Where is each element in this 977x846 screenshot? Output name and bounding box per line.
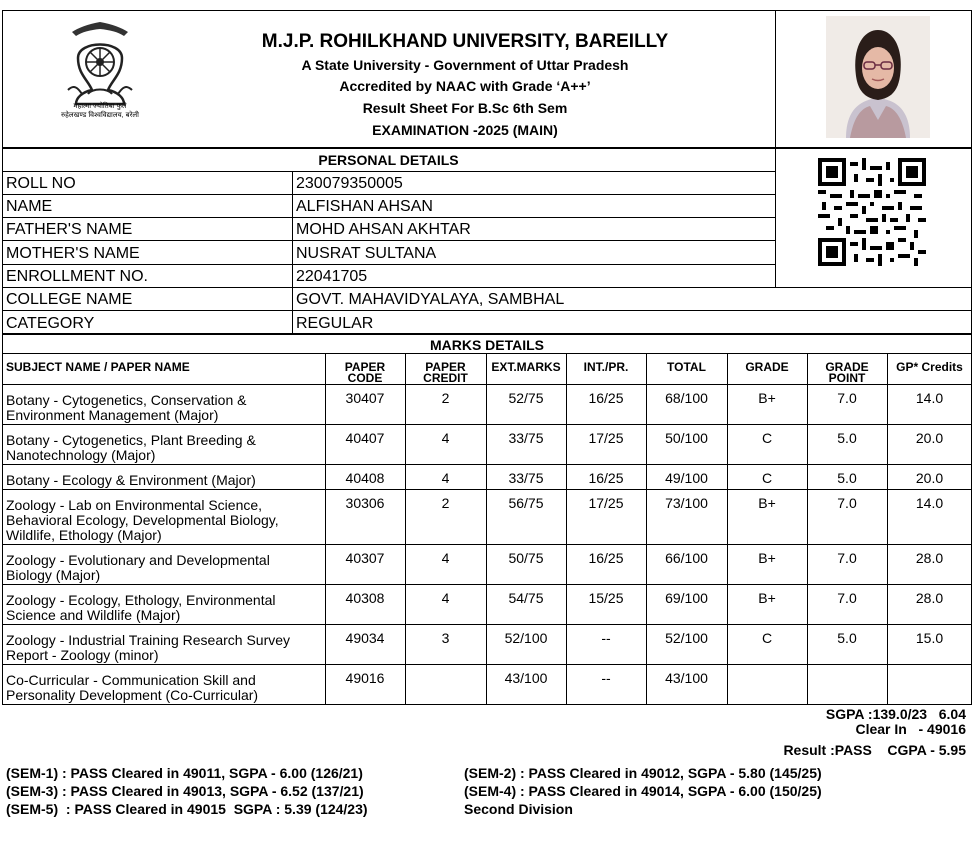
qr-divider	[775, 148, 776, 287]
int-marks: 16/25	[588, 550, 624, 566]
paper-code: 40307	[345, 550, 385, 566]
grade-point: 5.0	[837, 630, 857, 646]
col-head-subject: SUBJECT NAME / PAPER NAME	[6, 360, 190, 374]
total-marks: 43/100	[665, 670, 708, 686]
logo-text-2: रुहेलखण्ड विश्वविद्यालय, बरेली	[60, 112, 139, 119]
paper-code: 40408	[345, 470, 385, 486]
exam-title: EXAMINATION -2025 (MAIN)	[372, 122, 558, 138]
label-roll-no: ROLL NO	[6, 175, 76, 192]
label-father-name: FATHER'S NAME	[6, 221, 133, 238]
paper-credit: 4	[441, 470, 450, 486]
subject-line: Zoology - Lab on Environmental Science,	[6, 497, 263, 513]
grade: B+	[758, 550, 776, 566]
label-divider	[292, 171, 293, 334]
marks-row-line	[2, 424, 972, 425]
clear-in: Clear In - 49016	[855, 721, 966, 737]
col-head-int: INT./PR.	[583, 360, 629, 374]
subject-line: Environment Management (Major)	[6, 407, 219, 423]
marks-title-line	[2, 353, 972, 354]
int-marks: --	[601, 670, 611, 686]
value-name: ALFISHAN AHSAN	[296, 198, 433, 215]
ext-marks: 50/75	[508, 550, 544, 566]
logo-text-1: महात्मा ज्योतिबा फुले	[73, 103, 127, 110]
paper-code: 49034	[345, 630, 385, 646]
marks-row-line	[2, 584, 972, 585]
subject-line: Wildlife, Ethology (Major)	[6, 527, 162, 543]
sgpa-summary: SGPA :139.0/23 6.04	[825, 706, 966, 722]
marks-row-line	[2, 464, 972, 465]
value-roll-no: 230079350005	[296, 175, 403, 192]
value-mother-name: NUSRAT SULTANA	[296, 245, 437, 262]
row-line	[2, 264, 775, 265]
sheet-title: Result Sheet For B.Sc 6th Sem	[362, 100, 568, 116]
subject-line: Report - Zoology (minor)	[6, 647, 159, 663]
gp-credits: 14.0	[915, 495, 944, 511]
value-college: GOVT. MAHAVIDYALAYA, SAMBHAL	[296, 291, 565, 308]
value-father-name: MOHD AHSAN AKHTAR	[296, 221, 471, 238]
ext-marks: 56/75	[508, 495, 544, 511]
gp-credits: 28.0	[915, 590, 944, 606]
col-head-total: TOTAL	[667, 360, 706, 374]
accreditation: Accredited by NAAC with Grade ‘A++’	[339, 78, 591, 94]
int-marks: --	[601, 630, 611, 646]
total-marks: 50/100	[665, 430, 708, 446]
row-line	[2, 287, 775, 288]
result-cgpa: Result :PASS CGPA - 5.95	[783, 742, 966, 758]
subject-line: Biology (Major)	[6, 567, 101, 583]
grade: B+	[758, 590, 776, 606]
sem-5-result: (SEM-5) : PASS Cleared in 49015 SGPA : 5.39 (124/23)	[6, 801, 368, 817]
qr-code	[818, 158, 926, 266]
subject-line: Zoology - Industrial Training Research Survey	[6, 632, 291, 648]
gp-credits: 28.0	[915, 550, 944, 566]
paper-code: 30306	[345, 495, 385, 511]
marks-header-line	[2, 384, 972, 385]
grade: C	[761, 430, 773, 446]
ext-marks: 52/100	[504, 630, 548, 646]
paper-credit: 4	[441, 590, 450, 606]
col-head-code-2: CODE	[347, 371, 383, 385]
sem-1-result: (SEM-1) : PASS Cleared in 49011, SGPA - 6.00 (126/21)	[6, 765, 363, 781]
ext-marks: 43/100	[504, 670, 548, 686]
col-head-code-1: PAPER	[344, 360, 386, 374]
total-marks: 69/100	[665, 590, 708, 606]
value-enrollment: 22041705	[296, 268, 368, 285]
grade: C	[761, 630, 773, 646]
gp-credits: 20.0	[915, 470, 944, 486]
total-marks: 49/100	[665, 470, 708, 486]
row-line	[2, 171, 775, 172]
marks-row-line	[2, 664, 972, 665]
grade: B+	[758, 495, 776, 511]
grade-point: 7.0	[837, 590, 857, 606]
ext-marks: 52/75	[508, 390, 544, 406]
subject-line: Behavioral Ecology, Developmental Biology,	[6, 512, 279, 528]
row-line	[2, 194, 775, 195]
paper-code: 40308	[345, 590, 385, 606]
ext-marks: 33/75	[508, 430, 544, 446]
row-line	[2, 240, 775, 241]
label-category: CATEGORY	[6, 315, 95, 332]
subject-line: Botany - Ecology & Environment (Major)	[6, 472, 256, 488]
subject-line: Zoology - Ecology, Ethology, Environmental	[6, 592, 276, 608]
subject-line: Science and Wildlife (Major)	[6, 607, 181, 623]
grade-point: 7.0	[837, 550, 857, 566]
marks-row-line	[2, 544, 972, 545]
int-marks: 15/25	[588, 590, 624, 606]
ext-marks: 33/75	[508, 470, 544, 486]
grade-point: 5.0	[837, 470, 857, 486]
paper-code: 49016	[345, 670, 385, 686]
col-head-gp-2: POINT	[828, 371, 866, 385]
col-head-credit-1: PAPER	[425, 360, 466, 374]
grade: B+	[758, 390, 776, 406]
subject-line: Botany - Cytogenetics, Conservation &	[6, 392, 247, 408]
student-photo	[826, 16, 930, 138]
col-head-ext: EXT.MARKS	[491, 360, 561, 374]
subject-line: Co-Curricular - Communication Skill and	[6, 672, 256, 688]
gp-credits: 14.0	[915, 390, 944, 406]
university-state: A State University - Government of Uttar Pradesh	[301, 57, 629, 73]
int-marks: 17/25	[588, 495, 624, 511]
paper-credit: 4	[441, 430, 450, 446]
int-marks: 17/25	[588, 430, 624, 446]
total-marks: 66/100	[665, 550, 708, 566]
subject-line: Botany - Cytogenetics, Plant Breeding &	[6, 432, 256, 448]
grade-point: 7.0	[837, 390, 857, 406]
paper-credit: 3	[441, 630, 450, 646]
col-head-gp-1: GRADE	[825, 360, 869, 374]
subject-line: Personality Development (Co-Curricular)	[6, 687, 259, 703]
paper-code: 30407	[345, 390, 385, 406]
grade-point: 5.0	[837, 430, 857, 446]
label-enrollment: ENROLLMENT NO.	[6, 268, 148, 285]
paper-code: 40407	[345, 430, 385, 446]
col-head-grade: GRADE	[745, 360, 789, 374]
marks-row-line	[2, 624, 972, 625]
ext-marks: 54/75	[508, 590, 544, 606]
grade-point: 7.0	[837, 495, 857, 511]
paper-credit: 2	[441, 390, 450, 406]
sem-3-result: (SEM-3) : PASS Cleared in 49013, SGPA - 6.52 (137/21)	[6, 783, 364, 799]
paper-credit: 4	[441, 550, 450, 566]
division: Second Division	[464, 801, 573, 817]
sem-4-result: (SEM-4) : PASS Cleared in 49014, SGPA - 6.00 (150/25)	[464, 783, 822, 799]
label-name: NAME	[6, 198, 53, 215]
marks-row-line	[2, 489, 972, 490]
qr-bottom-line	[775, 287, 972, 288]
grade: C	[761, 470, 773, 486]
gp-credits: 15.0	[915, 630, 944, 646]
university-name: M.J.P. ROHILKHAND UNIVERSITY, BAREILLY	[261, 31, 669, 52]
value-category: REGULAR	[296, 315, 374, 332]
col-head-credit-2: CREDIT	[423, 371, 468, 385]
subject-line: Nanotechnology (Major)	[6, 447, 156, 463]
paper-credit: 2	[441, 495, 450, 511]
int-marks: 16/25	[588, 390, 624, 406]
row-line	[2, 310, 972, 311]
label-college: COLLEGE NAME	[6, 291, 133, 308]
total-marks: 52/100	[665, 630, 708, 646]
marks-details-title: MARKS DETAILS	[429, 337, 545, 353]
university-logo	[48, 18, 152, 122]
total-marks: 68/100	[665, 390, 708, 406]
total-marks: 73/100	[665, 495, 708, 511]
col-head-gp-credits: GP* Credits	[896, 360, 963, 374]
row-line	[2, 217, 775, 218]
personal-details-title: PERSONAL DETAILS	[318, 152, 459, 168]
subject-line: Zoology - Evolutionary and Developmental	[6, 552, 270, 568]
gp-credits: 20.0	[915, 430, 944, 446]
label-mother-name: MOTHER'S NAME	[6, 245, 140, 262]
int-marks: 16/25	[588, 470, 624, 486]
sem-2-result: (SEM-2) : PASS Cleared in 49012, SGPA - 5.80 (145/25)	[464, 765, 822, 781]
